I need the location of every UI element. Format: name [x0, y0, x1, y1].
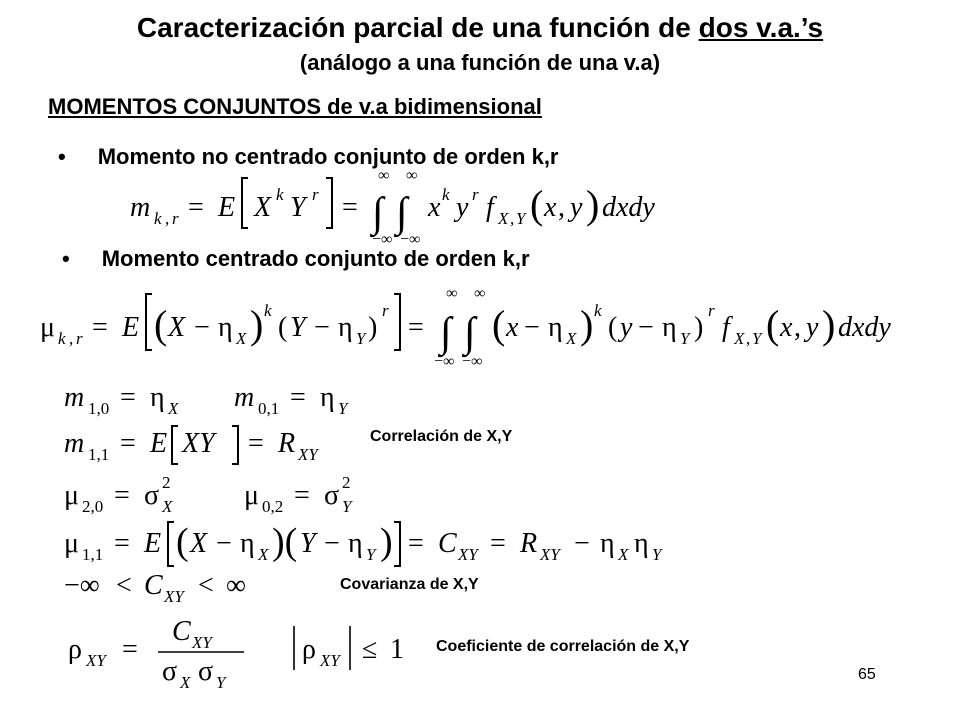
svg-text:1,1: 1,1	[88, 445, 110, 464]
svg-text:η: η	[662, 312, 677, 343]
svg-text:): )	[380, 521, 393, 563]
svg-text:C: C	[144, 570, 163, 601]
svg-text:Y: Y	[290, 312, 306, 343]
svg-text:XY: XY	[320, 651, 340, 670]
svg-text:−: −	[524, 312, 540, 343]
svg-text:(: (	[608, 312, 618, 343]
svg-text:R: R	[278, 428, 296, 459]
svg-text:∫: ∫	[464, 310, 476, 356]
svg-text:−: −	[216, 528, 232, 559]
svg-text:E: E	[144, 528, 162, 559]
svg-text:,: ,	[558, 192, 565, 223]
svg-text:dxdy: dxdy	[602, 192, 655, 223]
svg-text:1,0: 1,0	[88, 399, 110, 418]
svg-text:E: E	[218, 192, 236, 223]
svg-text:=: =	[248, 428, 264, 459]
svg-text:XY: XY	[298, 445, 318, 464]
equation-momento-centrado	[34, 282, 914, 372]
svg-text:σ: σ	[198, 656, 214, 687]
svg-text:X: X	[734, 329, 745, 348]
svg-text:−∞: −∞	[64, 570, 100, 601]
svg-text:r: r	[472, 185, 479, 204]
svg-text:Y: Y	[366, 545, 376, 564]
svg-text:η: η	[218, 312, 233, 343]
equation-momento-no-centrado	[120, 166, 700, 248]
svg-text:(: (	[278, 312, 288, 343]
svg-text:≤: ≤	[362, 634, 378, 665]
svg-text:σ: σ	[144, 480, 160, 511]
svg-text:(: (	[154, 302, 168, 347]
svg-text:f: f	[722, 312, 730, 343]
svg-text:(: (	[176, 521, 189, 563]
svg-text:Y: Y	[652, 545, 662, 564]
svg-text:0,1: 0,1	[258, 399, 280, 418]
svg-text:μ: μ	[244, 480, 260, 511]
svg-text:−∞: −∞	[400, 231, 421, 248]
svg-text:Y: Y	[752, 329, 762, 348]
note-correlacion: Correlación de X,Y	[370, 428, 513, 445]
slide-title	[0, 12, 960, 44]
svg-text:−: −	[194, 312, 210, 343]
svg-text:k: k	[594, 301, 602, 320]
svg-text:): )	[822, 302, 836, 347]
svg-text:η: η	[600, 528, 615, 559]
svg-text:): )	[368, 312, 378, 343]
svg-text:E: E	[122, 312, 140, 343]
svg-text:Y: Y	[338, 399, 348, 418]
svg-text:m: m	[234, 382, 255, 413]
svg-text:∫: ∫	[440, 310, 452, 356]
svg-text:r: r	[708, 301, 715, 320]
svg-text:η: η	[150, 382, 165, 413]
svg-text:∞: ∞	[226, 570, 246, 601]
svg-text:,: ,	[794, 312, 801, 343]
svg-text:): )	[580, 302, 594, 347]
equation-medias	[64, 376, 384, 420]
slide-subtitle: (análogo a una función de una v.a)	[299, 50, 661, 75]
equation-coeficiente-correlacion	[64, 612, 424, 692]
svg-text:k: k	[276, 185, 284, 204]
equation-correlacion	[64, 420, 364, 470]
svg-text:σ: σ	[324, 480, 340, 511]
svg-text:x: x	[780, 312, 793, 343]
svg-text:XY: XY	[540, 545, 560, 564]
svg-text:X: X	[180, 673, 191, 692]
svg-text:dxdy: dxdy	[838, 312, 891, 343]
svg-text:m: m	[64, 382, 85, 413]
bullet-item-centrado	[62, 246, 530, 272]
svg-text:(: (	[766, 302, 780, 347]
slide-title-prefix: Caracterización parcial de una función de	[136, 12, 699, 43]
svg-text:−∞: −∞	[372, 231, 393, 248]
svg-text:2: 2	[342, 473, 351, 492]
svg-text:=: =	[408, 528, 424, 559]
svg-text:μ: μ	[40, 312, 56, 343]
svg-text:ρ: ρ	[68, 634, 82, 665]
slide-title-underlined: dos v.a.’s	[698, 12, 824, 43]
svg-text:−∞: −∞	[434, 353, 455, 370]
svg-text:Y: Y	[680, 329, 690, 348]
note-coeficiente-correlacion: Coeficiente de correlación de X,Y	[436, 638, 690, 655]
svg-text:R: R	[520, 528, 538, 559]
svg-text:∞: ∞	[378, 167, 390, 184]
svg-text:1: 1	[390, 634, 404, 665]
svg-text:Y: Y	[300, 528, 316, 559]
svg-text:X: X	[618, 545, 629, 564]
svg-text:Y: Y	[516, 209, 526, 228]
svg-text:X: X	[168, 312, 186, 343]
svg-text:2,0: 2,0	[82, 497, 104, 516]
svg-text:η: η	[240, 528, 255, 559]
svg-text:,: ,	[510, 209, 515, 228]
svg-text:∞: ∞	[446, 285, 458, 302]
svg-text:X: X	[190, 528, 208, 559]
svg-text:η: η	[634, 528, 649, 559]
svg-text:∞: ∞	[474, 285, 486, 302]
svg-text:<: <	[198, 570, 214, 601]
svg-text:=: =	[92, 312, 108, 343]
svg-text:=: =	[294, 480, 310, 511]
svg-text:x: x	[506, 312, 519, 343]
svg-text:(: (	[492, 302, 506, 347]
svg-text:X: X	[258, 545, 269, 564]
svg-text:2: 2	[162, 473, 171, 492]
svg-text:k: k	[154, 209, 162, 228]
svg-text:XY: XY	[458, 545, 478, 564]
svg-text:Y: Y	[342, 497, 352, 516]
svg-text:,: ,	[165, 209, 170, 228]
svg-text:m: m	[130, 192, 151, 223]
svg-text:x: x	[544, 192, 557, 223]
svg-text:μ: μ	[64, 480, 80, 511]
svg-text:)(: )(	[272, 521, 298, 563]
section-heading: MOMENTOS CONJUNTOS de v.a bidimensional	[48, 94, 542, 119]
svg-text:=: =	[408, 312, 424, 343]
svg-text:f: f	[486, 192, 494, 223]
page-number: 65	[858, 666, 876, 683]
svg-text:X: X	[498, 209, 509, 228]
bullet-symbol: •	[58, 144, 66, 169]
svg-text:): )	[586, 182, 600, 227]
svg-text:y: y	[620, 312, 633, 343]
svg-text:0,2: 0,2	[262, 497, 284, 516]
svg-text:r: r	[312, 185, 319, 204]
svg-text:−: −	[574, 528, 590, 559]
svg-text:X: X	[236, 329, 247, 348]
svg-text:,: ,	[69, 329, 74, 348]
svg-text:∞: ∞	[406, 167, 418, 184]
svg-text:X: X	[162, 497, 173, 516]
svg-text:k: k	[264, 301, 272, 320]
svg-text:−∞: −∞	[462, 353, 483, 370]
svg-text:X: X	[168, 399, 179, 418]
svg-text:=: =	[114, 528, 130, 559]
svg-text:=: =	[490, 528, 506, 559]
note-covarianza: Covarianza de X,Y	[340, 576, 479, 593]
svg-text:=: =	[342, 192, 358, 223]
svg-text:k: k	[442, 185, 450, 204]
svg-text:): )	[250, 302, 264, 347]
bullet-text: Momento no centrado conjunto de orden k,r	[97, 144, 559, 169]
svg-text:=: =	[290, 382, 306, 413]
svg-text:y: y	[456, 192, 469, 223]
svg-text:=: =	[114, 480, 130, 511]
svg-text:μ: μ	[64, 528, 80, 559]
svg-text:x: x	[428, 192, 441, 223]
svg-text:=: =	[188, 192, 204, 223]
svg-text:η: η	[320, 382, 335, 413]
svg-text:−: −	[314, 312, 330, 343]
equation-covarianza	[64, 518, 704, 572]
svg-text:XY: XY	[86, 651, 106, 670]
svg-text:=: =	[120, 382, 136, 413]
svg-text:Y: Y	[290, 192, 306, 223]
svg-text:Y: Y	[216, 673, 226, 692]
svg-text:r: r	[76, 329, 83, 348]
svg-text:C: C	[172, 616, 191, 647]
svg-text:XY: XY	[182, 428, 215, 459]
svg-text:∫: ∫	[372, 190, 384, 236]
svg-text:,: ,	[746, 329, 751, 348]
svg-text:y: y	[806, 312, 819, 343]
svg-text:−: −	[638, 312, 654, 343]
svg-text:k: k	[58, 329, 66, 348]
svg-text:XY: XY	[192, 633, 212, 652]
svg-text:=: =	[122, 634, 138, 665]
equation-rango-covarianza	[64, 568, 284, 608]
svg-text:Y: Y	[356, 329, 366, 348]
svg-text:C: C	[438, 528, 457, 559]
svg-text:−: −	[324, 528, 340, 559]
equation-varianzas	[64, 470, 384, 520]
svg-text:η: η	[548, 312, 563, 343]
bullet-symbol: •	[62, 246, 70, 271]
bullet-text: Momento centrado conjunto de orden k,r	[101, 246, 530, 271]
svg-text:=: =	[120, 428, 136, 459]
svg-text:): )	[694, 312, 704, 343]
svg-text:m: m	[64, 428, 85, 459]
svg-text:XY: XY	[164, 587, 184, 606]
svg-text:η: η	[338, 312, 353, 343]
svg-text:σ: σ	[162, 656, 178, 687]
svg-text:E: E	[150, 428, 168, 459]
svg-text:1,1: 1,1	[82, 545, 104, 564]
svg-text:ρ: ρ	[302, 634, 316, 665]
svg-text:X: X	[254, 192, 272, 223]
svg-text:∫: ∫	[396, 190, 408, 236]
svg-text:η: η	[348, 528, 363, 559]
svg-text:y: y	[570, 192, 583, 223]
svg-text:(: (	[530, 182, 544, 227]
svg-text:r: r	[172, 209, 179, 228]
svg-text:X: X	[566, 329, 577, 348]
svg-text:<: <	[116, 570, 132, 601]
svg-text:r: r	[382, 301, 389, 320]
